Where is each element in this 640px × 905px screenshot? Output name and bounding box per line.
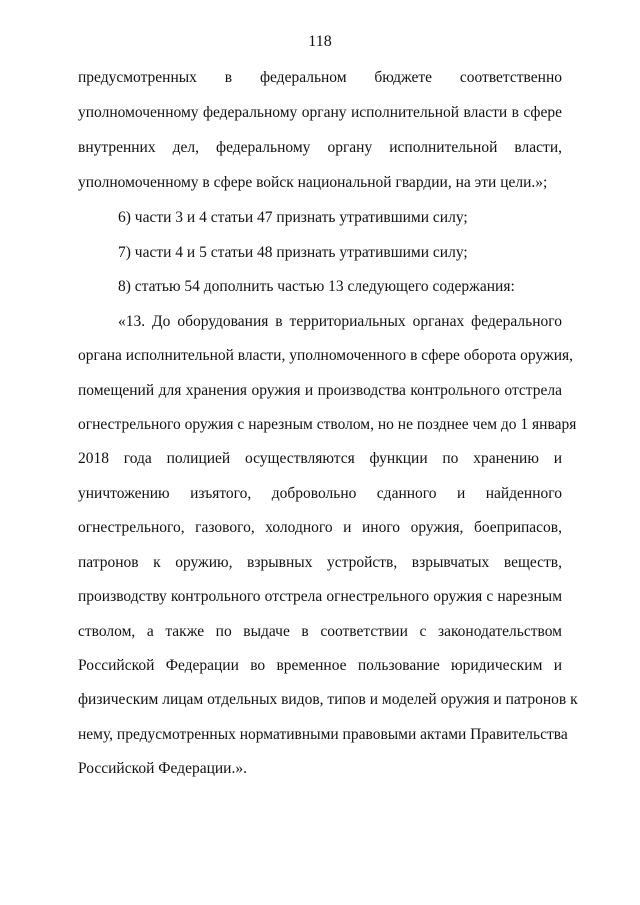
list-item: 6) части 3 и 4 статьи 47 признать утратившими силу; [118,209,468,226]
text-line: предусмотренных в федеральном бюджете соответственно [78,69,562,86]
quote-line: производству контрольного отстрела огнестрельного оружия с нарезным [78,588,562,605]
page-number: 118 [308,33,332,50]
quote-line: физическим лицам отдельных видов, типов и моделей оружия и патронов к [78,691,578,708]
quote-line: органа исполнительной власти, уполномоченного в сфере оборота оружия, [78,347,574,364]
quote-line: Российской Федерации во временное пользование юридическим и [78,657,562,674]
quote-line: патронов к оружию, взрывных устройств, взрывчатых веществ, [78,554,562,571]
quote-line: уничтожению изъятого, добровольно сданного и найденного [78,485,562,502]
text-line: уполномоченному в сфере войск национальной гвардии, на эти цели.»; [78,174,548,191]
text-line: внутренних дел, федеральному органу исполнительной власти, [78,139,562,156]
list-item: 7) части 4 и 5 статьи 48 признать утратившими силу; [118,244,468,261]
quote-line: помещений для хранения оружия и производства контрольного отстрела [78,382,562,399]
text-line: уполномоченному федеральному органу исполнительной власти в сфере [78,104,562,121]
quote-line: огнестрельного, газового, холодного и иного оружия, боеприпасов, [78,519,562,536]
quote-line: 2018 года полицией осуществляются функции по хранению и [78,450,562,467]
quote-line: Российской Федерации.». [78,760,247,777]
quote-line: стволом, а также по выдаче в соответствии с законодательством [78,623,562,640]
quote-line: огнестрельного оружия с нарезным стволом, но не позднее чем до 1 января [78,416,577,433]
quote-line: нему, предусмотренных нормативными правовыми актами Правительства [78,726,568,743]
list-item: 8) статью 54 дополнить частью 13 следующего содержания: [118,278,515,295]
quote-line: «13. До оборудования в территориальных органах федерального [118,313,562,330]
